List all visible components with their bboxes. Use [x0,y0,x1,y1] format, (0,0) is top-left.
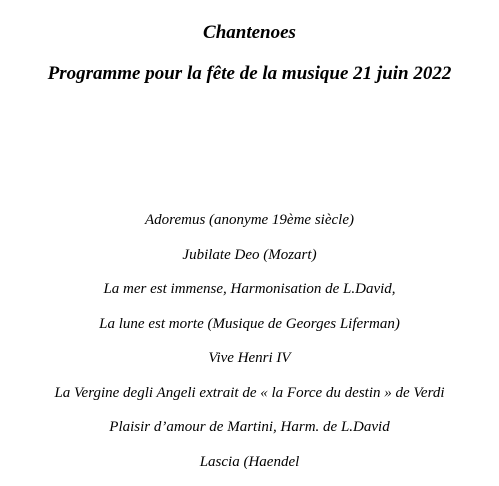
program-item: Adoremus (anonyme 19ème siècle) [0,210,499,245]
program-item: Lascia (Haendel [0,452,499,486]
program-item: La Vergine degli Angeli extrait de « la Force du destin » de Verdi [0,383,499,418]
program-item: La lune est morte (Musique de Georges Liferman) [0,314,499,349]
program-item: Plaisir d’amour de Martini, Harm. de L.David [0,417,499,452]
choir-name: Chantenoes [0,22,499,44]
program-title: Programme pour la fête de la musique 21 juin 2022 [0,63,499,85]
program-item: La mer est immense, Harmonisation de L.David, [0,279,499,314]
program-list [0,210,499,486]
program-item: Vive Henri IV [0,348,499,383]
program-item: Jubilate Deo (Mozart) [0,245,499,280]
